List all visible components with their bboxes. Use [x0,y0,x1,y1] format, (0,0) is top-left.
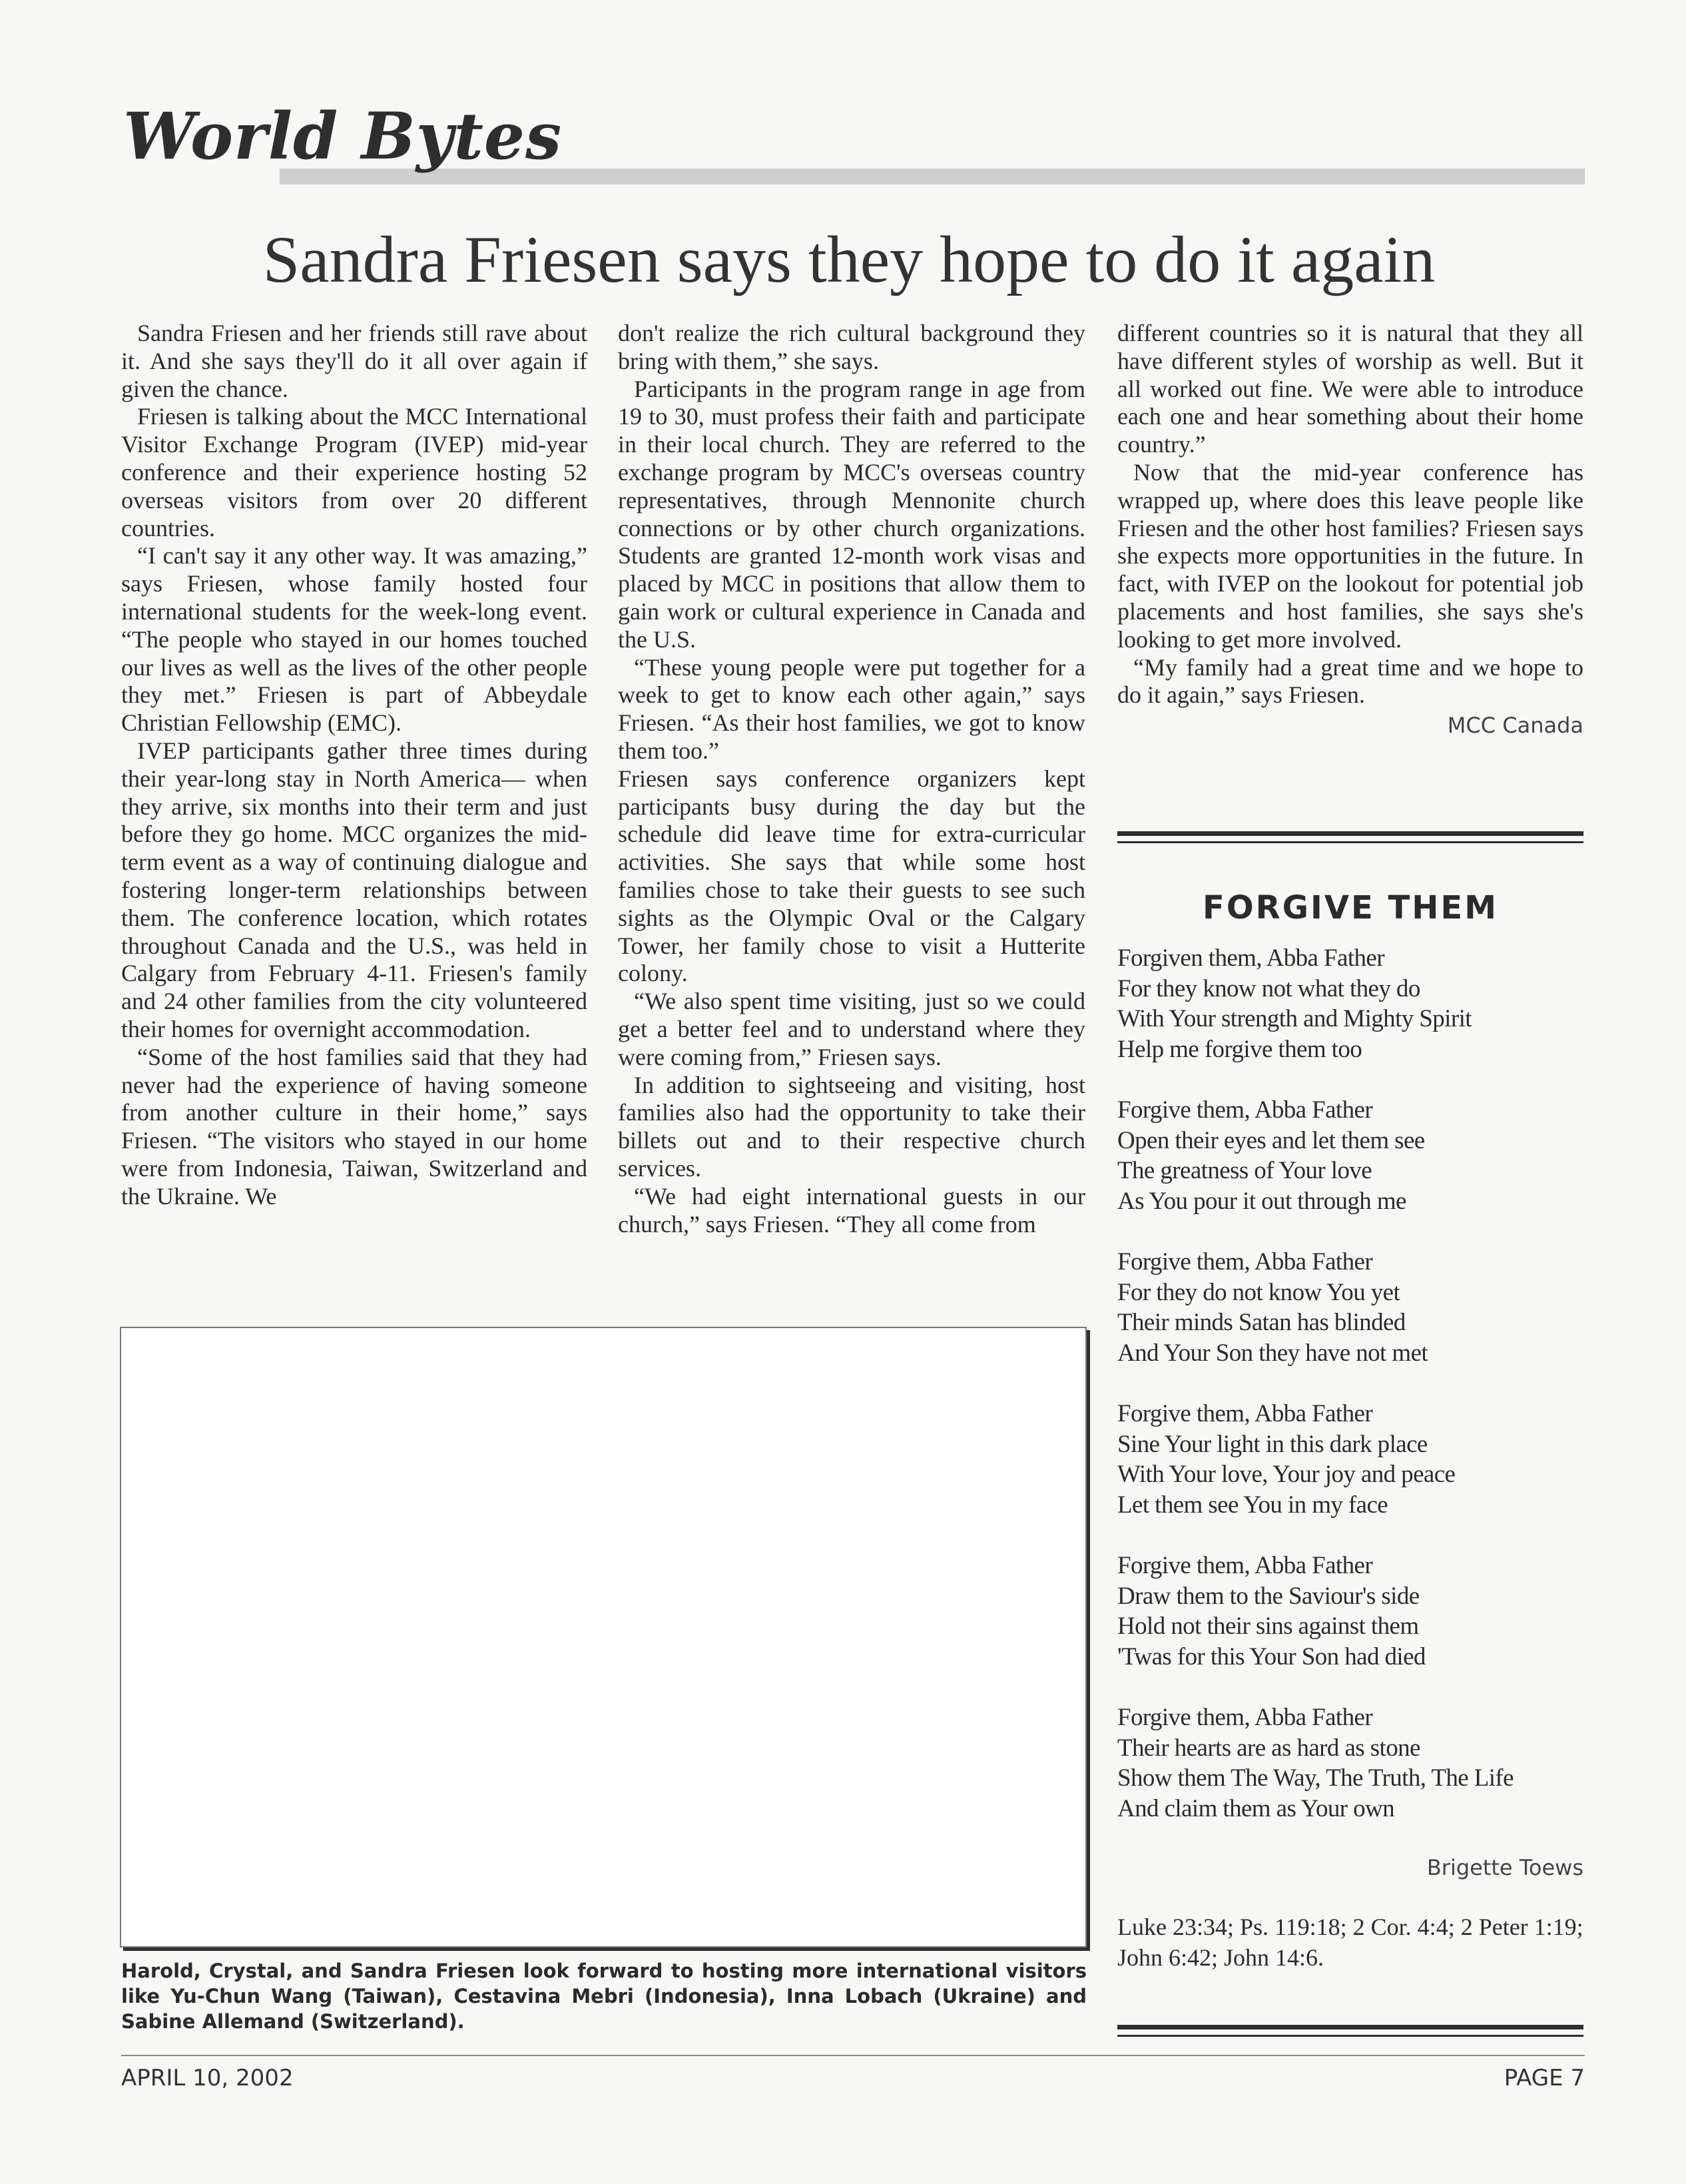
page-number: PAGE 7 [1504,2065,1585,2091]
poem-line: Draw them to the Saviour's side [1117,1582,1420,1610]
poem-line: The greatness of Your love [1117,1157,1372,1184]
paragraph: Participants in the program range in age from 19 to 30, must profess their faith and participate in their local church. They are referred to the exchange program by MCC's overseas country representatives, through Mennonite church connections or by other church organizations. Students are granted 12-month work visas and placed by MCC in positions that allow them to gain work or cultural experience in Canada and the U.S. [618,375,1085,653]
article-credit: MCC Canada [1447,713,1583,739]
poem-line: Help me forgive them too [1117,1035,1362,1063]
poem-line: And Your Son they have not met [1117,1339,1428,1367]
poem-title: FORGIVE THEM [1203,889,1498,926]
section-label: World Bytes [123,99,562,174]
scripture-references: Luke 23:34; Ps. 119:18; 2 Cor. 4:4; 2 Peter 1:19; John 6:42; John 14:6. [1117,1914,1583,1971]
poem-line: With Your strength and Mighty Spirit [1117,1005,1472,1032]
sidebar-divider-bottom [1117,2025,1583,2037]
poem-stanza [1117,1247,1597,1368]
poem-stanza [1117,1702,1597,1824]
poem-line: Their minds Satan has blinded [1117,1309,1406,1336]
poem-line: For they know not what they do [1117,974,1420,1002]
article-headline: Sandra Friesen says they hope to do it again [262,222,1436,296]
poem-line: Forgive them, Abba Father [1117,1704,1373,1731]
poem-stanza [1117,943,1597,1064]
paragraph: different countries so it is natural that they all have different styles of worship as well. But it all worked out fine. We were able to introduce each one and hear something about their home country.” [1117,320,1583,458]
poem-stanza [1117,1399,1597,1520]
article-column-2 [618,320,1085,1238]
paragraph: Friesen says conference organizers kept participants busy during the day but the schedule did leave time for extra-curricular activities. She says that while some host families chose to take their guests to see such sights as the Olympic Oval or the Calgary Tower, her family chose to visit a Hutterite colony. [618,765,1085,987]
article-column-3 [1117,320,1583,740]
footer-date: APRIL 10, 2002 [121,2065,294,2091]
poem-line: As You pour it out through me [1117,1187,1406,1215]
poem-line: For they do not know You yet [1117,1278,1400,1306]
paragraph: “My family had a great time and we hope to do it again,” says Friesen. [1117,653,1583,709]
paragraph: Sandra Friesen and her friends still rave about it. And she says they'll do it all over again if given the chance. [121,320,587,402]
paragraph: In addition to sightseeing and visiting, host families also had the opportunity to take their billets out and to their respective church services. [618,1071,1085,1182]
poem-line: Let them see You in my face [1117,1491,1388,1519]
paragraph: “I can't say it any other way. It was amazing,” says Friesen, whose family hosted four international students for the week-long event. “The people who stayed in our homes touched our lives as well as the lives of the other people they met.” Friesen is part of Abbeydale Christian Fellowship (EMC). [121,542,587,737]
paragraph: “We had eight international guests in our church,” says Friesen. “They all come from [618,1182,1085,1238]
paragraph: “These young people were put together for a week to get to know each other again,” says Friesen. “As their host families, we got to know them too.” [618,653,1085,764]
poem-line: With Your love, Your joy and peace [1117,1461,1456,1488]
poem-body [1117,943,1597,1854]
sidebar-divider-top [1117,831,1583,843]
paragraph: Friesen is talking about the MCC International Visitor Exchange Program (IVEP) mid-year conference and their experience hosting 52 overseas visitors from over 20 different countries. [121,403,587,542]
poem-line: Sine Your light in this dark place [1117,1430,1428,1458]
poem-line: Their hearts are as hard as stone [1117,1734,1420,1762]
poem-author: Brigette Toews [1426,1855,1583,1880]
article-column-1 [121,320,587,1211]
poem-stanza [1117,1095,1597,1216]
paragraph: “We also spent time visiting, just so we could get a better feel and to understand where they were coming from,” Friesen says. [618,988,1085,1070]
poem-line: 'Twas for this Your Son had died [1117,1642,1426,1670]
photo-placeholder [120,1327,1087,1948]
paragraph: IVEP participants gather three times during their year-long stay in North America— when they arrive, six months into their term and just before they go home. MCC organizes the mid-term event as a way of continuing dialogue and fostering longer-term relationships between them. The conference location, which rotates throughout Canada and the U.S., was held in Calgary from February 4-11. Friesen's family and 24 other families from the city volunteered their homes for overnight accommodation. [121,737,587,1042]
poem-line: Forgive them, Abba Father [1117,1096,1373,1124]
poem-line: Open their eyes and let them see [1117,1126,1425,1154]
photo-caption: Harold, Crystal, and Sandra Friesen look forward to hosting more international visitors like Yu-Chun Wang (Taiwan), Cestavina Mebri (Indonesia), Inna Lobach (Ukraine) and Sabine Allemand (Switzerland). [121,1960,1087,2033]
poem-line: Forgive them, Abba Father [1117,1400,1373,1427]
poem-line: Hold not their sins against them [1117,1613,1419,1640]
paragraph: “Some of the host families said that they had never had the experience of having someone from another culture in their home,” says Friesen. “The visitors who stayed in our home were from Indonesia, Taiwan, Switzerland and the Ukraine. We [121,1043,587,1210]
poem-line: And claim them as Your own [1117,1794,1395,1822]
paragraph: Now that the mid-year conference has wrapped up, where does this leave people like Friesen and the other host families? Friesen says she expects more opportunities in the future. In fact, with IVEP on the lookout for potential job placements and host families, she says she's looking to get more involved. [1117,458,1583,653]
poem-line: Show them The Way, The Truth, The Life [1117,1764,1514,1792]
poem-line: Forgive them, Abba Father [1117,1552,1373,1579]
poem-line: Forgive them, Abba Father [1117,1248,1373,1275]
poem-stanza [1117,1551,1597,1672]
paragraph: don't realize the rich cultural background they bring with them,” she says. [618,320,1085,374]
poem-line: Forgiven them, Abba Father [1117,944,1384,972]
footer-rule [121,2055,1585,2056]
